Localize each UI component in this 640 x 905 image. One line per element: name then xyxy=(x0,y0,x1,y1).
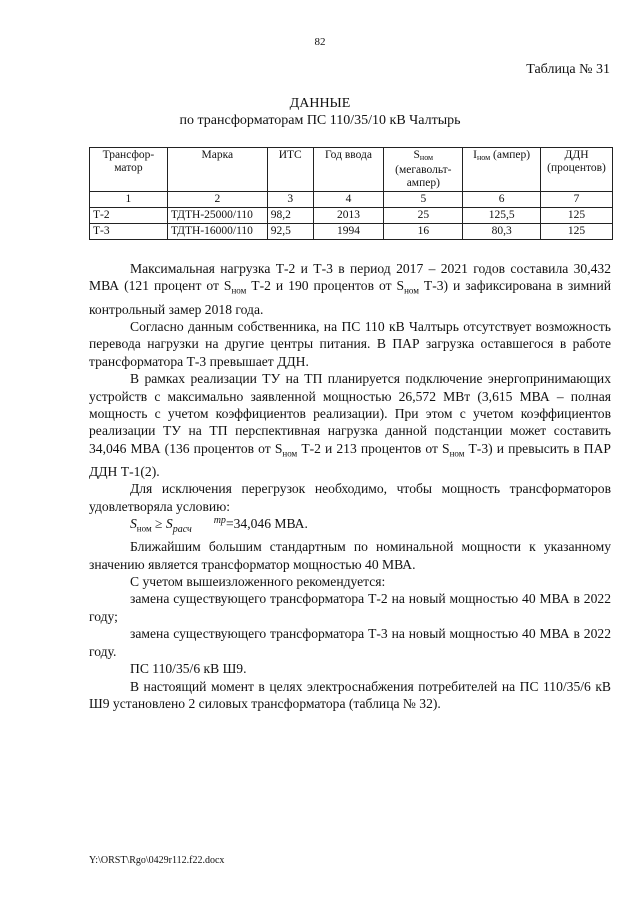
paragraph-replace-t3: замена существующего трансформатора Т-3 на новый мощностью 40 МВА в 2022 году. xyxy=(89,626,611,659)
cell-brand: ТДТН-16000/110 xyxy=(167,224,267,240)
formula-operator: ≥ xyxy=(151,516,166,532)
subscript-nom: ном xyxy=(404,286,419,297)
cell-snom: 25 xyxy=(384,208,463,224)
formula-subscript: ном xyxy=(136,523,152,534)
formula-value: =34,046 МВА. xyxy=(225,516,308,532)
cell-ddn: 125 xyxy=(541,208,613,224)
cell-its: 98,2 xyxy=(267,208,313,224)
table-row xyxy=(90,208,613,224)
paragraph-tu-implementation xyxy=(89,370,611,480)
cell-transformer: Т-2 xyxy=(90,208,168,224)
header-ddn: ДДН (процентов) xyxy=(541,148,613,192)
document-title xyxy=(0,95,640,129)
column-number: 6 xyxy=(463,192,541,208)
column-number: 3 xyxy=(267,192,313,208)
header-snom xyxy=(384,148,463,192)
header-snom-symbol: S xyxy=(413,149,420,161)
header-inom-subscript: ном xyxy=(476,153,491,162)
body-text xyxy=(89,260,611,712)
paragraph-recommendation: С учетом вышеизложенного рекомендуется: xyxy=(130,574,386,590)
table-header-row xyxy=(90,148,613,192)
header-snom-unit: (мегавольт-ампер) xyxy=(395,164,452,189)
header-snom-subscript: ном xyxy=(419,153,434,162)
table-row xyxy=(90,224,613,240)
title-line-1: ДАННЫЕ xyxy=(289,96,351,111)
cell-its: 92,5 xyxy=(267,224,313,240)
subscript-nom: ном xyxy=(282,448,298,459)
paragraph-replace-t2: замена существующего трансформатора Т-2 на новый мощностью 40 МВА в 2022 году; xyxy=(89,591,611,624)
formula-indices xyxy=(173,516,226,534)
table-column-numbers-row xyxy=(90,192,613,208)
cell-snom: 16 xyxy=(384,224,463,240)
formula-subscript: расч xyxy=(172,524,192,536)
column-number: 4 xyxy=(313,192,384,208)
header-transformer: Трансфор-матор xyxy=(90,148,168,192)
text-segment: В рамках реализации ТУ на ТП планируется подключение энергопринимающих устройств с максимально заявленной мощностью 26,572 МВт (3,615 МВА – полная мощность с учетом коэффициентов реализации). При этом с учетом коэффициентов реализации ТУ на ТП перспективная нагрузка данной подстанции может составить 34,046 МВА (136 процентов от S xyxy=(89,371,611,456)
cell-brand: ТДТН-25000/110 xyxy=(167,208,267,224)
paragraph-owner-data: Согласно данным собственника, на ПС 110 кВ Чалтырь отсутствует возможность перевода нагрузки на другие центры питания. В ПАР загрузка оставшегося в работе трансформатора Т-3 превышает ДДН. xyxy=(89,318,611,369)
column-number: 7 xyxy=(541,192,613,208)
formula xyxy=(89,515,611,538)
cell-year: 1994 xyxy=(313,224,384,240)
cell-inom: 125,5 xyxy=(463,208,541,224)
text-segment: Т-2 и 190 процентов от S xyxy=(246,278,405,294)
header-year: Год ввода xyxy=(313,148,384,192)
paragraph-substation-heading: ПС 110/35/6 кВ Ш9. xyxy=(130,661,247,677)
title-line-2: по трансформаторам ПС 110/35/10 кВ Чалтырь xyxy=(179,113,461,128)
column-number: 1 xyxy=(90,192,168,208)
header-brand: Марка xyxy=(167,148,267,192)
text-segment: Максимальная нагрузка Т-2 и Т-3 в период 2017 – 2021 годов составила 30,432 МВА (121 процент от S xyxy=(89,261,611,294)
text-segment: Т-3) и превысить в ПАР ДДН Т-1(2). xyxy=(89,440,611,479)
table-label: Таблица № 31 xyxy=(526,62,610,77)
transformer-table xyxy=(89,147,613,240)
paragraph-nearest-standard: Ближайшим большим стандартным по номинальной мощности к указанному значению является трансформатор мощностью 40 МВА. xyxy=(89,539,611,572)
header-its: ИТС xyxy=(267,148,313,192)
paragraph-max-load xyxy=(89,260,611,318)
header-inom xyxy=(463,148,541,192)
cell-ddn: 125 xyxy=(541,224,613,240)
text-segment: Т-2 и 213 процентов от S xyxy=(297,440,450,456)
footer-file-path: Y:\ORST\Rgo\0429r112.f22.docx xyxy=(89,855,225,866)
formula-superscript: тр xyxy=(213,515,226,527)
subscript-nom: ном xyxy=(449,448,465,459)
paragraph-condition: Для исключения перегрузок необходимо, чтобы мощность трансформаторов удовлетворяла условию: xyxy=(89,481,611,514)
cell-transformer: Т-3 xyxy=(90,224,168,240)
header-inom-symbol: I xyxy=(473,149,477,161)
header-inom-unit: (ампер) xyxy=(493,149,531,161)
paragraph-current-state: В настоящий момент в целях электроснабжения потребителей на ПС 110/35/6 кВ Ш9 установлено 2 силовых трансформатора (таблица № 32). xyxy=(89,678,611,711)
formula-symbol: S xyxy=(130,516,137,532)
column-number: 2 xyxy=(167,192,267,208)
cell-inom: 80,3 xyxy=(463,224,541,240)
subscript-nom: ном xyxy=(231,286,247,297)
text-segment: Т-3) и зафиксирована в зимний контрольный замер 2018 года. xyxy=(89,278,611,317)
page-number: 82 xyxy=(314,36,326,48)
formula-symbol: S xyxy=(165,516,173,532)
column-number: 5 xyxy=(384,192,463,208)
cell-year: 2013 xyxy=(313,208,384,224)
